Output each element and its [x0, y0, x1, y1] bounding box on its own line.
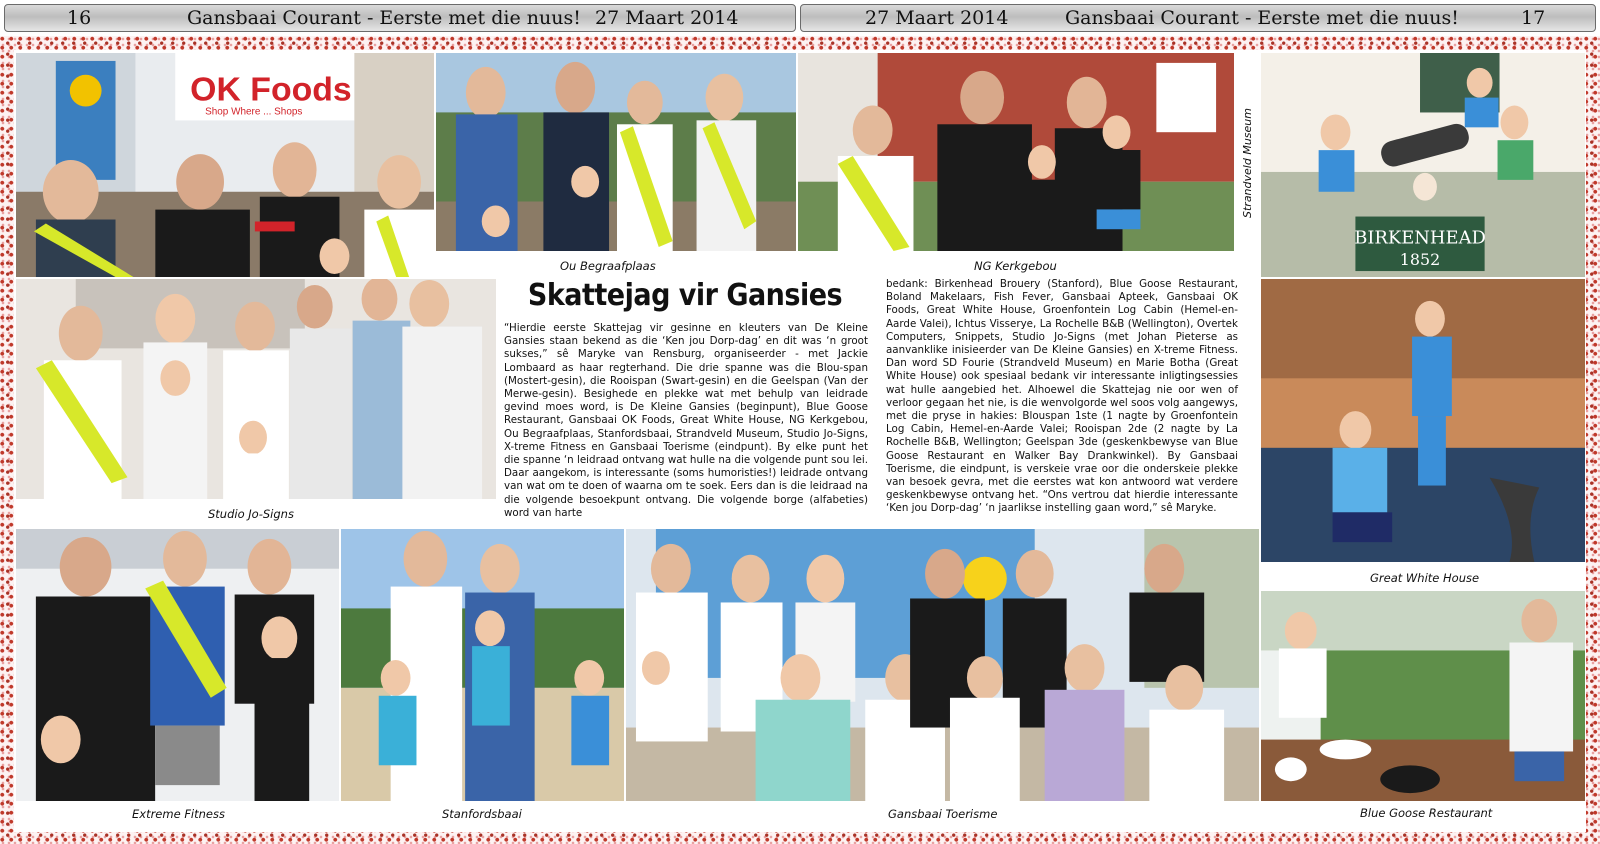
ok-foods-sign: OK Foods: [190, 70, 352, 109]
photo-ng-kerkgebou: [797, 52, 1235, 252]
article-column-2: bedank: Birkenhead Brouery (Stanford), Blue Goose Restaurant, Boland Makelaars, Fish Fever, Gansbaai Apteek, Gansbaai OK Foods, Great White House, Groenfontein Log Cabin (Hemel-en-Aarde Valei), Ichtus Visserye, La Rochelle B&B (Wellington), Overtek Computers, Snippets, Studio Jo-Signs (met Johan Pieterse as aanvanklike inisieerder van De Kleine Gansies) en X-treme Fitness. Dan word SD Fourie (Strandveld Museum) en Marie Botha (Great White House) ook spesiaal bedank vir interessante inligtingsessies wat hulle aangebied het. Alhoewel die Skattejag nie oor wen of verloor gegaan het nie, is die wenvolgorde wel soos volg aangewys, met die pryse in hakies: Blouspan 1ste (1 nagte by Groenfontein Log Cabin, Hemel-en-Aarde Valei; Rooispan 2de (2 nagte by La Rochelle B&B, Wellington; Geelspan 3de (geskenkbewyse van Blue Goose Restaurant en Walker Bay Drankwinkel). By Gansbaai Toerisme, die eindpunt, is verskeie vrae oor die onderskeie plekke van besoek gevra, met die eerstes wat kon antwoord wat verdere geskenkbewyse ontvang het. “Ons vertrou dat hierdie interessante ‘Ken jou Dorp-dag’ ‘n jaarlikse instelling gaan word,” sê Maryke.: [886, 278, 1238, 515]
caption-blue-goose: Blue Goose Restaurant: [1360, 806, 1493, 820]
plaque-year: 1852: [1399, 250, 1441, 270]
caption-stanfordsbaai: Stanfordsbaai: [442, 807, 522, 821]
photo-ok-foods: [15, 52, 435, 278]
photo-strandveld-museum: [1260, 52, 1586, 278]
article-column-1: “Hierdie eerste Skattejag vir gesinne en kleuters van De Kleine Gansies staan bekend as die ‘Ken jou Dorp-dag’ en dit was ‘n groot sukses,” sê Maryke van Rensburg, organiseerder - met Jackie Lombaard as haar regterhand. Die drie spanne was die Blou-span (Mostert-gesin), die Rooispan (Swart-gesin) en die Geelspan (Van der Merwe-gesin). Besighede en plekke wat met behulp van leidrade gevind moes word, is De Kleine Gansies (beginpunt), Blue Goose Restaurant, Gansbaai OK Foods, Great White House, NG Kerkgebou, Ou Begraafplaas, Stanfordsbaai, Strandveld Museum, Studio Jo-Signs, X-treme Fitness en Gansbaai Toerisme (eindpunt). By elke punt het die spanne ‘n leidraad ontvang wat hulle na die volgende punt sou lei. Daar aangekom, is interessante (soms humoristies!) leidrade ontvang van wat om te doen of waarna om te soek. Eers dan is die leidraad na die volgende besoekpunt ontvang. Die volgende borge (alfabeties) word van harte: [504, 322, 868, 519]
caption-great-white-house: Great White House: [1370, 571, 1480, 585]
page-number-left: 16: [67, 7, 92, 29]
caption-ng-kerkgebou: NG Kerkgebou: [974, 259, 1057, 273]
issue-date-right: 27 Maart 2014: [865, 7, 1009, 29]
plaque-birkenhead: BIRKENHEAD: [1354, 227, 1486, 249]
photo-stanfordsbaai: [340, 528, 625, 802]
photo-studio-jo-signs: [15, 278, 497, 500]
photo-gansbaai-toerisme: [625, 528, 1260, 802]
masthead-right: Gansbaai Courant - Eerste met die nuus!: [1065, 7, 1459, 29]
header-right: [800, 4, 1596, 32]
ok-foods-subsign: Shop Where ... Shops: [205, 106, 303, 118]
caption-strandveld-museum: Strandveld Museum: [1241, 108, 1254, 218]
caption-gansbaai-toerisme: Gansbaai Toerisme: [888, 807, 998, 821]
article-headline: Skattejag vir Gansies: [527, 278, 843, 313]
caption-extreme-fitness: Extreme Fitness: [132, 807, 225, 821]
photo-extreme-fitness: [15, 528, 340, 802]
photo-blue-goose: [1260, 590, 1586, 802]
masthead-left: Gansbaai Courant - Eerste met die nuus!: [187, 7, 581, 29]
caption-studio-jo-signs: Studio Jo-Signs: [208, 507, 294, 521]
header-left: [4, 4, 796, 32]
photo-great-white-house: [1260, 278, 1586, 563]
caption-ou-begraafplaas: Ou Begraafplaas: [560, 259, 656, 273]
issue-date-left: 27 Maart 2014: [595, 7, 739, 29]
photo-ou-begraafplaas: [435, 52, 797, 252]
page-number-right: 17: [1521, 7, 1546, 29]
